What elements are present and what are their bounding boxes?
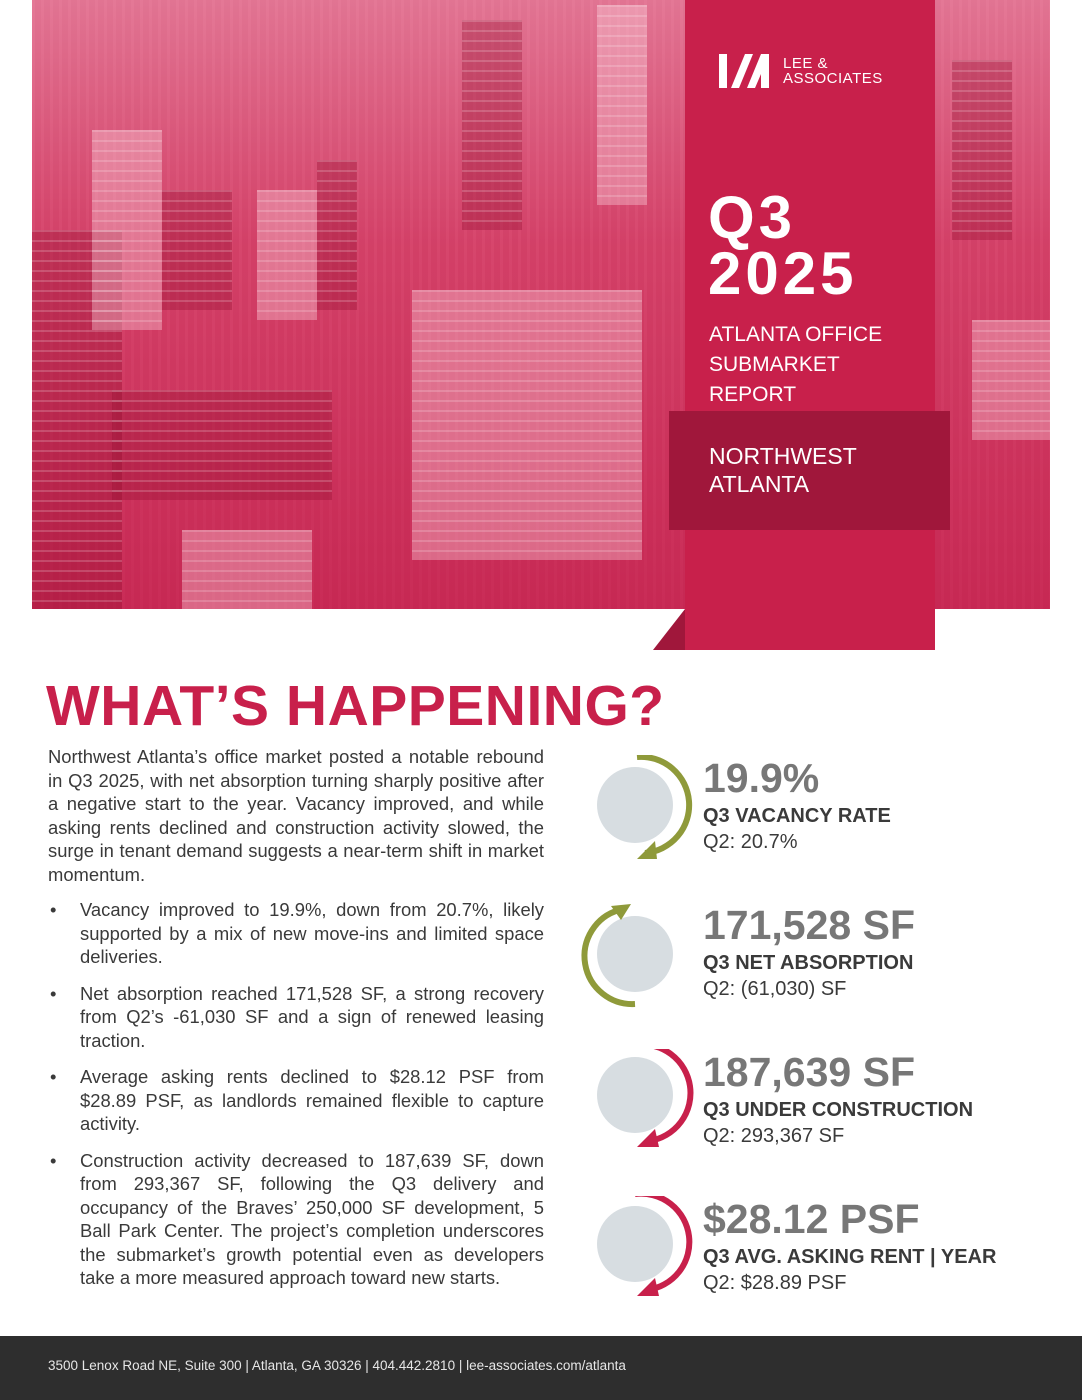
stat-under-construction (575, 1049, 1045, 1169)
logo-line1: LEE & (783, 55, 829, 72)
intro-paragraph: Northwest Atlanta’s office market posted a notable rebound in Q3 2025, with net absorption turning sharply positive after a negative start to the year. Vacancy improved, and while asking rents declined and construction activity slowed, the surge in tenant demand suggests a near-term shift in market momentum. (48, 746, 544, 885)
subtitle-line1: ATLANTA OFFICE (709, 323, 883, 346)
trend-down-arrow-icon (575, 755, 695, 865)
stat-label: Q3 VACANCY RATE (703, 805, 891, 827)
year: 2025 (708, 240, 858, 307)
trend-up-arrow-icon (575, 902, 695, 1012)
stat-previous: Q2: 293,367 SF (703, 1125, 845, 1147)
stat-value: $28.12 PSF (703, 1196, 920, 1242)
stat-vacancy (575, 755, 1045, 875)
bullet-item (48, 982, 544, 1053)
bullet-text: Construction activity decreased to 187,639 SF, down from 293,367 SF, following the Q3 delivery and occupancy of the Braves’ 250,000 SF development, 5 Ball Park Center. The project’s completion underscores the submarket’s growth potential even as developers take a more measured approach toward new starts. (80, 1149, 544, 1288)
region-line1: NORTHWEST (709, 443, 857, 469)
bullet-item (48, 1149, 544, 1290)
report-subtitle (709, 320, 929, 410)
bullet-item (48, 1065, 544, 1136)
footer (0, 1336, 1082, 1400)
section-headline: WHAT’S HAPPENING? (46, 674, 665, 738)
trend-down-arrow-icon (575, 1049, 695, 1159)
stat-previous: Q2: (61,030) SF (703, 978, 847, 1000)
footer-contact: 3500 Lenox Road NE, Suite 300 | Atlanta, GA 30326 | 404.442.2810 | lee-associates.com/atlanta (48, 1358, 626, 1373)
stat-value: 171,528 SF (703, 902, 915, 948)
stat-label: Q3 AVG. ASKING RENT | YEAR (703, 1246, 997, 1268)
bullet-item (48, 898, 544, 969)
bullet-text: Vacancy improved to 19.9%, down from 20.7%, likely supported by a mix of new move-ins and limited space deliveries. (80, 899, 544, 967)
stat-label: Q3 NET ABSORPTION (703, 952, 914, 974)
panel-fold (653, 609, 685, 650)
quarter: Q3 (708, 184, 797, 251)
stat-value: 19.9% (703, 755, 820, 801)
company-logo (717, 52, 883, 90)
bullet-text: Average asking rents declined to $28.12 PSF from $28.89 PSF, as landlords remained flexible to capture activity. (80, 1066, 544, 1134)
stat-previous: Q2: $28.89 PSF (703, 1272, 847, 1294)
stat-net-absorption (575, 902, 1045, 1022)
bullet-icon: • (50, 1149, 57, 1171)
logo-line2: ASSOCIATES (783, 70, 883, 87)
region-name (709, 442, 857, 498)
bullet-list (48, 898, 544, 1303)
trend-down-arrow-icon (575, 1196, 695, 1306)
stat-previous: Q2: 20.7% (703, 831, 798, 853)
stat-asking-rent (575, 1196, 1045, 1316)
bullet-text: Net absorption reached 171,528 SF, a strong recovery from Q2’s -61,030 SF and a sign of renewed leasing traction. (80, 982, 544, 1051)
bullet-icon: • (50, 899, 57, 920)
stat-label: Q3 UNDER CONSTRUCTION (703, 1099, 974, 1121)
bullet-icon: • (50, 1066, 57, 1087)
bullet-icon: • (50, 982, 57, 1004)
la-logo-icon (717, 52, 775, 90)
subtitle-line2: SUBMARKET REPORT (709, 353, 840, 406)
report-period (708, 184, 858, 307)
stat-value: 187,639 SF (703, 1049, 915, 1095)
region-line2: ATLANTA (709, 471, 810, 497)
